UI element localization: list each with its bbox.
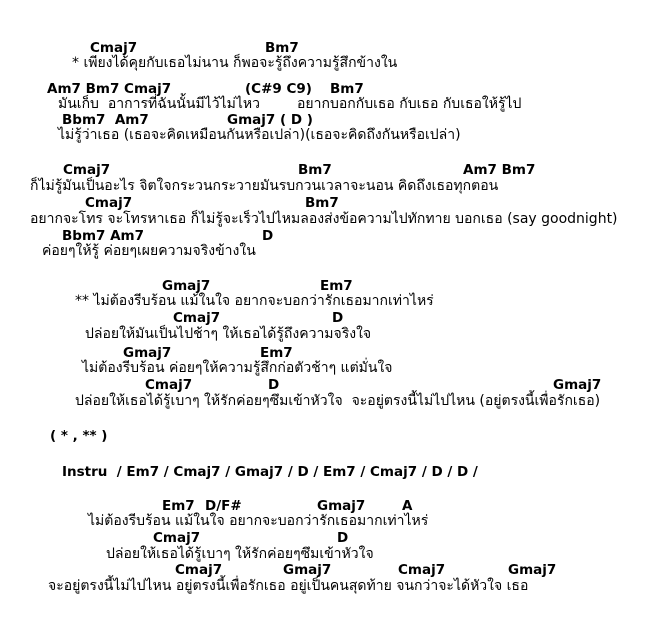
chord-symbol: Cmaj7: [398, 562, 446, 578]
chord-symbol: Gmaj7: [283, 562, 332, 578]
lyric-line: [0, 241, 670, 261]
chord-symbol: D/F#: [205, 498, 242, 514]
lyric-segment: อยากบอกกับเธอ กับเธอ กับเธอให้รู้ไป: [297, 96, 522, 112]
chord-symbol: Cmaj7: [90, 40, 138, 56]
lyric-line: [0, 53, 670, 73]
lyric-segment: ไม่รู้ว่าเธอ (เธอจะคิดเหมือนกันหรือเปล่า)(เธอจะคิดถึงกันหรือเปล่า): [58, 127, 461, 143]
chord-symbol: Gmaj7: [508, 562, 557, 578]
repeat-marker: ( * , ** ): [50, 428, 108, 444]
chord-symbol: D: [268, 377, 280, 393]
chord-symbol: Bbm7 Am7: [62, 112, 149, 128]
chord-symbol: Gmaj7: [317, 498, 366, 514]
chord-symbol: Em7: [260, 345, 293, 361]
chord-symbol: A: [402, 498, 413, 514]
chord-symbol: Cmaj7: [63, 162, 111, 178]
lyric-segment: ไม่ต้องรีบร้อน แม้ในใจ อยากจะบอกว่ารักเธอมากเท่าไหร่: [88, 513, 429, 529]
lyric-segment: ปล่อยให้เธอได้รู้เบาๆ ให้รักค่อยๆซึมเข้าหัวใจ จะอยู่ตรงนี้ไม่ไปไหน (อยู่ตรงนี้เพื่อรักเธอ): [75, 393, 601, 409]
chord-symbol: Cmaj7: [175, 562, 223, 578]
lyric-segment: ก็ไม่รู้มันเป็นอะไร จิตใจกระวนกระวายมันรบกวนเวลาจะนอน คิดถึงเธอทุกตอน: [30, 178, 499, 194]
lyric-segment: มันเก็บ อาการที่ฉันนั้นมีไว้ไม่ไหว: [58, 96, 260, 112]
lyric-segment: ปล่อยให้เธอได้รู้เบาๆ ให้รักค่อยๆซึมเข้าหัวใจ: [106, 546, 374, 562]
lyric-segment: ค่อยๆให้รู้ ค่อยๆเผยความจริงข้างใน: [42, 243, 256, 259]
lyric-line: [0, 125, 670, 145]
chord-symbol: Cmaj7: [145, 377, 193, 393]
chord-symbol: Gmaj7: [553, 377, 602, 393]
lyric-segment: * เพียงได้คุยกับเธอไม่นาน ก็พอจะรู้ถึงความรู้สึกข้างใน: [72, 55, 398, 71]
repeat-marker-line: [0, 426, 670, 446]
chord-symbol: (C#9 C9): [245, 81, 312, 97]
chord-symbol: Cmaj7: [153, 530, 201, 546]
chord-symbol: Bm7: [305, 195, 339, 211]
instrumental-progression: Instru / Em7 / Cmaj7 / Gmaj7 / D / Em7 / Cmaj7 / D / D /: [62, 464, 478, 480]
lyric-segment: อยากจะโทร จะโทรหาเธอ ก็ไม่รู้จะเร็วไปไหมลองส่งข้อความไปทักทาย บอกเธอ (say goodnight): [30, 211, 618, 227]
lyric-line: [0, 576, 670, 596]
lyric-segment: ไม่ต้องรีบร้อน ค่อยๆให้ความรู้สึกก่อตัวช้าๆ แต่มั่นใจ: [82, 360, 393, 376]
chord-symbol: Em7: [320, 278, 353, 294]
chord-symbol: Bm7: [330, 81, 364, 97]
chord-symbol: Gmaj7 ( D ): [227, 112, 313, 128]
lyric-segment: จะอยู่ตรงนี้ไม่ไปไหน อยู่ตรงนี้เพื่อรักเธอ อยู่เป็นคนสุดท้าย จนกว่าจะได้หัวใจ เธอ: [48, 578, 529, 594]
chord-symbol: Em7: [162, 498, 195, 514]
chord-symbol: Bbm7 Am7: [62, 228, 145, 244]
chord-symbol: Am7 Bm7 Cmaj7: [47, 81, 172, 97]
lyric-segment: ปล่อยให้มันเป็นไปช้าๆ ให้เธอได้รู้ถึงความจริงใจ: [85, 326, 372, 342]
lyric-segment: ** ไม่ต้องรีบร้อน แม้ในใจ อยากจะบอกว่ารักเธอมากเท่าไหร่: [75, 293, 434, 309]
chord-symbol: D: [332, 310, 344, 326]
chord-symbol: D: [262, 228, 274, 244]
chord-symbol: Am7 Bm7: [463, 162, 536, 178]
chord-symbol: D: [337, 530, 349, 546]
instrumental-line: [0, 462, 670, 482]
lyric-line: [0, 391, 670, 411]
chord-symbol: Cmaj7: [173, 310, 221, 326]
chord-symbol: Bm7: [298, 162, 332, 178]
chord-symbol: Gmaj7: [162, 278, 211, 294]
chord-symbol: Bm7: [265, 40, 299, 56]
chord-symbol: Gmaj7: [123, 345, 172, 361]
chord-symbol: Cmaj7: [85, 195, 133, 211]
lyric-line: [0, 324, 670, 344]
